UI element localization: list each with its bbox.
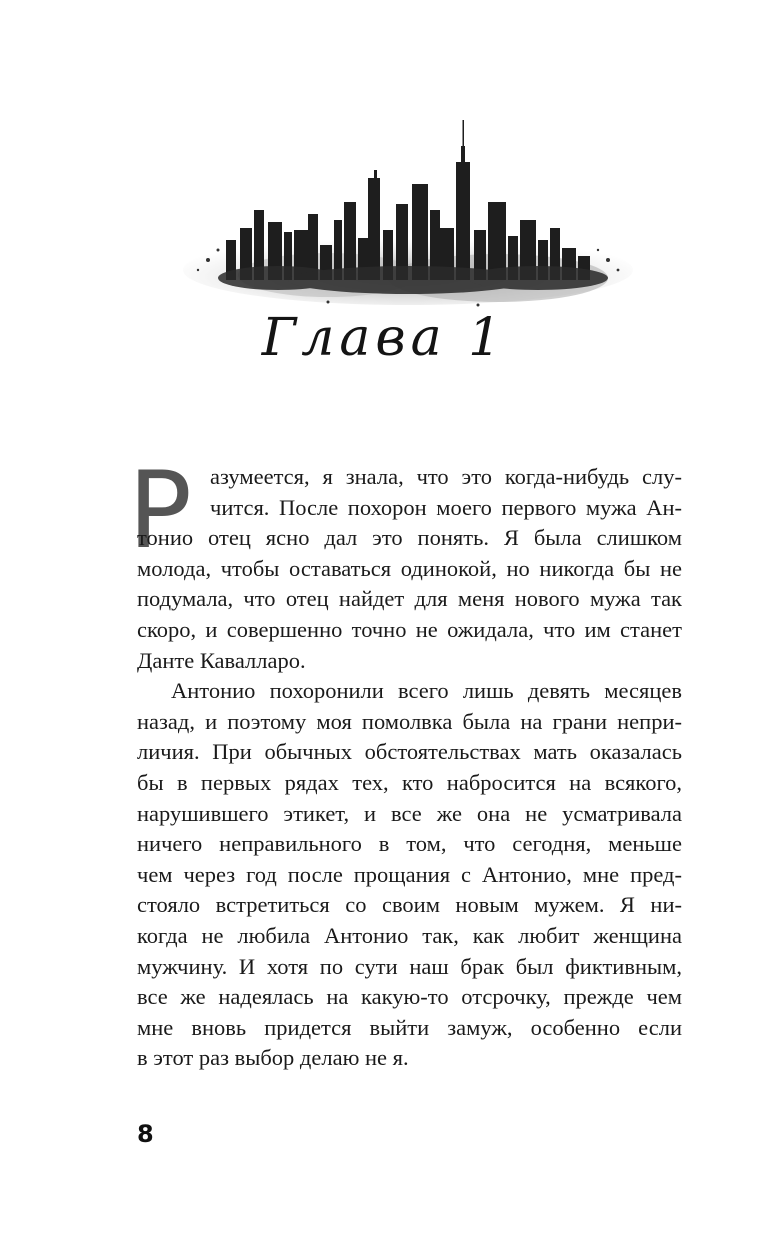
paragraph-1 bbox=[137, 462, 682, 676]
text-line: тонио отец ясно дал это понять. Я была слишком bbox=[137, 525, 682, 551]
city-skyline-illustration bbox=[178, 110, 638, 320]
text-line: нарушившего этикет, и все же она не усматривала bbox=[137, 800, 682, 826]
text-line: скоро, и совершенно точно не ожидала, что им станет bbox=[137, 616, 682, 642]
text-line: молода, чтобы оставаться одинокой, но никогда бы не bbox=[137, 555, 682, 581]
paragraph-2 bbox=[137, 676, 682, 1074]
text-line: азумеется, я знала, что это когда-нибудь слу- bbox=[210, 464, 682, 489]
text-line: личия. При обычных обстоятельствах мать оказалась bbox=[137, 739, 682, 765]
body-text bbox=[137, 462, 682, 1074]
text-line: чем через год после прощания с Антонио, мне пред- bbox=[137, 861, 682, 887]
page-number: 8 bbox=[137, 1120, 154, 1148]
text-line: все же надеялась на какую-то отсрочку, прежде чем bbox=[137, 984, 682, 1010]
text-line: подумала, что отец найдет для меня нового мужа так bbox=[137, 586, 682, 612]
text-line: в этот раз выбор делаю не я. bbox=[137, 1045, 409, 1071]
text-line: когда не любила Антонио так, как любит женщина bbox=[137, 922, 682, 948]
drop-cap-letter: Р bbox=[128, 449, 192, 572]
text-line: мужчину. И хотя по сути наш брак был фиктивным, bbox=[137, 953, 682, 979]
text-line: стояло встретиться со своим новым мужем. Я ни- bbox=[137, 892, 682, 918]
chapter-title: Глава 1 bbox=[261, 308, 507, 368]
text-line: мне вновь придется выйти замуж, особенно если bbox=[137, 1014, 682, 1040]
text-line: бы в первых рядах тех, кто набросится на всякого, bbox=[137, 769, 682, 795]
text-line: чится. После похорон моего первого мужа Ан- bbox=[210, 494, 682, 520]
text-line: Антонио похоронили всего лишь девять месяцев bbox=[171, 678, 682, 704]
text-line: Данте Кавалларо. bbox=[137, 647, 306, 673]
text-line: назад, и поэтому моя помолвка была на грани непри- bbox=[137, 708, 682, 734]
text-line: ничего неправильного в том, что сегодня, меньше bbox=[137, 831, 682, 857]
